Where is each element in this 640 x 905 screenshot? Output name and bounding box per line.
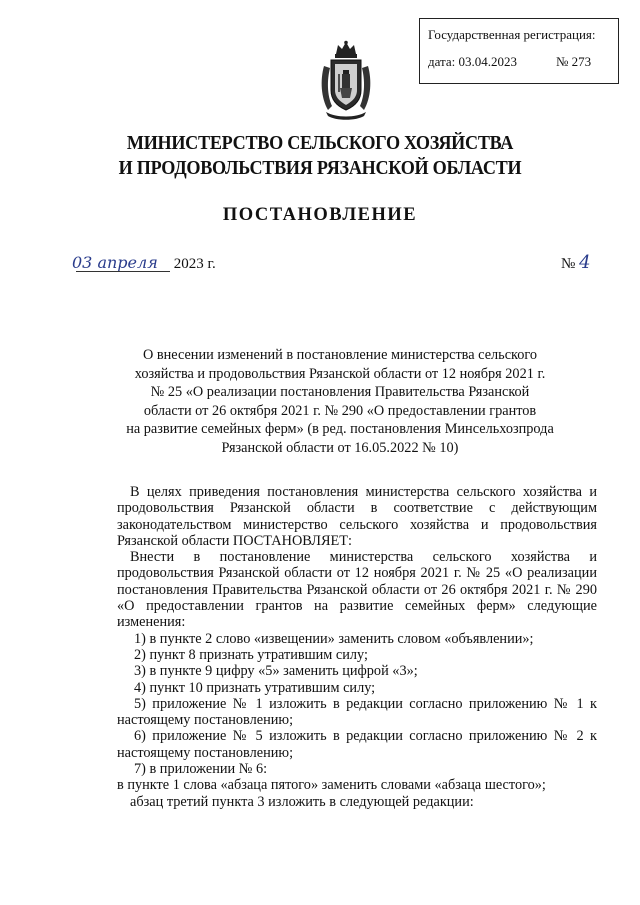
registration-stamp xyxy=(419,18,619,84)
sub-amendment: абзац третий пункта 3 изложить в следующей редакции: xyxy=(130,793,474,810)
amendment-item: 7) в приложении № 6: xyxy=(134,761,268,778)
amendment-item: 5) приложение № 1 изложить в редакции согласно приложению № 1 к настоящему постановлению; xyxy=(117,695,597,729)
registration-title: Государственная регистрация: xyxy=(428,27,596,42)
handwritten-number: 4 xyxy=(579,252,591,273)
registration-number: № 273 xyxy=(556,54,592,69)
handwritten-date-field xyxy=(72,253,170,273)
number-prefix: № xyxy=(561,256,576,272)
amendment-item: 4) пункт 10 признать утратившим силу; xyxy=(134,679,376,696)
decision-paragraph: Внести в постановление министерства сельского хозяйства и продовольствия Рязанской области от 12 ноября 2021 г. № 25 «О реализации постановления Правительства Рязанской области от 26 октября 2021 г. № 290 «О предоставлении грантов на развитие семейных ферм» следующие изменения: xyxy=(117,549,597,631)
sub-amendment: в пункте 1 слова «абзаца пятого» заменить словами «абзаца шестого»; xyxy=(117,777,546,794)
coat-of-arms-emblem xyxy=(318,40,374,122)
ministry-name-line-1: МИНИСТЕРСТВО СЕЛЬСКОГО ХОЗЯЙСТВА xyxy=(126,133,514,154)
registration-date: дата: 03.04.2023 xyxy=(428,54,518,69)
subject-line: № 25 «О реализации постановления Правительства Рязанской xyxy=(150,384,530,401)
document-number xyxy=(561,252,591,273)
document-body xyxy=(117,484,597,810)
subject-line: хозяйства и продовольствия Рязанской области от 12 ноября 2021 г. xyxy=(134,365,546,382)
amendment-item: 6) приложение № 5 изложить в редакции согласно приложению № 2 к настоящему постановлению; xyxy=(117,728,597,761)
document-date xyxy=(72,253,216,273)
amendment-item: 3) в пункте 9 цифру «5» заменить цифрой «3»; xyxy=(134,663,418,680)
document-year: 2023 г. xyxy=(173,256,216,272)
subject-line: области от 26 октября 2021 г. № 290 «О предоставлении грантов xyxy=(143,402,537,419)
document-subject xyxy=(100,346,580,458)
subject-line: Рязанской области от 16.05.2022 № 10) xyxy=(221,439,459,456)
ministry-name-line-2: И ПРОДОВОЛЬСТВИЯ РЯЗАНСКОЙ ОБЛАСТИ xyxy=(118,158,522,179)
document-type-title: ПОСТАНОВЛЕНИЕ xyxy=(222,205,418,225)
subject-line: О внесении изменений в постановление министерства сельского xyxy=(142,347,538,363)
handwritten-date: 03 апреля xyxy=(72,253,158,272)
preamble-paragraph: В целях приведения постановления министерства сельского хозяйства и продовольствия Рязанской области в соответствие с действующим законодательством министерство сельского хозяйства и продовольствия Рязанской области ПОСТАНОВЛЯЕТ: xyxy=(117,484,597,549)
subject-line: на развитие семейных ферм» (в ред. постановления Минсельхозпрода xyxy=(126,421,554,438)
amendment-item: 2) пункт 8 признать утратившим силу; xyxy=(134,646,368,663)
date-underline xyxy=(76,271,170,272)
amendment-item: 1) в пункте 2 слово «извещении» заменить словом «объявлении»; xyxy=(134,630,534,647)
